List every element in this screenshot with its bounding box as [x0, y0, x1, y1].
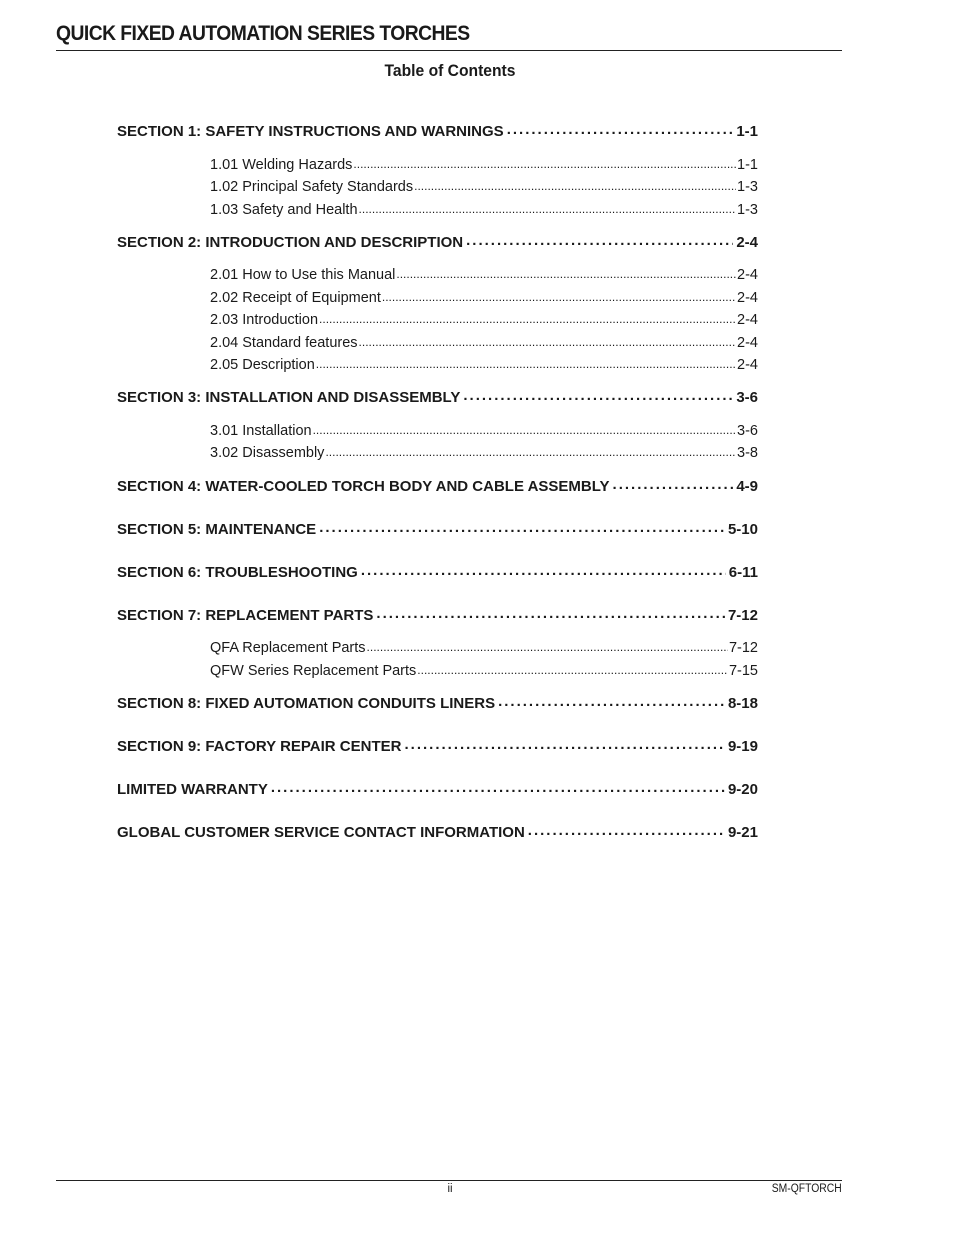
toc-entry-section-2[interactable]	[117, 232, 758, 251]
toc-entry-page: 6-11	[728, 564, 758, 581]
toc-entry-label: SECTION 5: MAINTENANCE	[117, 521, 317, 538]
toc-entry-page: 2-4	[737, 334, 758, 351]
dot-leader	[382, 287, 736, 302]
toc-entry-section-6[interactable]	[117, 562, 758, 581]
toc-entry-1-01[interactable]	[210, 154, 758, 173]
dot-leader	[319, 309, 736, 324]
toc-entry-2-02[interactable]	[210, 287, 758, 306]
toc-entry-section-7[interactable]	[117, 605, 758, 624]
toc-entry-label: 1.02 Principal Safety Standards	[210, 178, 414, 195]
toc-entry-label: QFA Replacement Parts	[210, 639, 366, 656]
toc-entry-section-5[interactable]	[117, 519, 758, 538]
toc-entry-section-3[interactable]	[117, 387, 758, 406]
toc-entry-global-service[interactable]	[117, 822, 758, 841]
toc-entry-label: 1.01 Welding Hazards	[210, 156, 353, 173]
dot-leader	[313, 420, 736, 435]
toc-entry-page: 2-4	[737, 356, 758, 373]
toc-entry-label: SECTION 8: FIXED AUTOMATION CONDUITS LINERS	[117, 695, 496, 712]
toc-entry-page: 3-8	[737, 444, 758, 461]
toc-entry-page: 9-20	[727, 781, 758, 798]
toc-entry-qfw-parts[interactable]	[210, 660, 758, 679]
dot-leader	[319, 519, 725, 534]
toc-entry-section-4[interactable]	[117, 476, 758, 495]
document-title: QUICK FIXED AUTOMATION SERIES TORCHES	[56, 22, 470, 45]
toc-entry-label: LIMITED WARRANTY	[117, 781, 268, 798]
toc-entry-1-02[interactable]	[210, 176, 758, 195]
toc-entry-3-02[interactable]	[210, 442, 758, 461]
dot-leader	[367, 637, 728, 652]
toc-entry-label: 2.03 Introduction	[210, 311, 319, 328]
toc-entry-page: 2-4	[737, 311, 758, 328]
toc-entry-label: 2.04 Standard features	[210, 334, 358, 351]
toc-entry-page: 2-4	[737, 266, 758, 283]
footer-divider	[56, 1180, 842, 1181]
toc-entry-section-1[interactable]	[117, 121, 758, 140]
header-divider	[56, 50, 842, 51]
dot-leader	[414, 176, 736, 191]
toc-entry-label: SECTION 2: INTRODUCTION AND DESCRIPTION	[117, 234, 464, 251]
toc-entry-label: SECTION 9: FACTORY REPAIR CENTER	[117, 738, 402, 755]
toc-entry-page: 1-3	[737, 201, 758, 218]
toc-entry-page: 1-1	[737, 156, 758, 173]
dot-leader	[271, 779, 725, 794]
toc-entry-page: 3-6	[737, 422, 758, 439]
page-number: ii	[447, 1183, 453, 1195]
toc-entry-page: 9-19	[727, 738, 758, 755]
toc-entry-label: SECTION 3: INSTALLATION AND DISASSEMBLY	[117, 389, 461, 406]
dot-leader	[353, 154, 736, 169]
toc-entry-page: 5-10	[727, 521, 758, 538]
toc-entry-page: 1-1	[736, 123, 758, 140]
toc-entry-qfa-parts[interactable]	[210, 637, 758, 656]
toc-entry-label: SECTION 1: SAFETY INSTRUCTIONS AND WARNINGS	[117, 123, 504, 140]
dot-leader	[463, 387, 733, 402]
toc-entry-label: 2.05 Description	[210, 356, 315, 373]
toc-entry-page: 9-21	[727, 824, 758, 841]
dot-leader	[325, 442, 736, 457]
toc-entry-label: 3.02 Disassembly	[210, 444, 325, 461]
toc-entry-page: 7-15	[728, 662, 758, 679]
dot-leader	[361, 562, 726, 577]
dot-leader	[498, 693, 725, 708]
toc-entry-1-03[interactable]	[210, 199, 758, 218]
toc-entry-label: QFW Series Replacement Parts	[210, 662, 417, 679]
document-code: SM-QFTORCH	[772, 1183, 842, 1195]
dot-leader	[613, 476, 734, 491]
toc-entry-page: 3-6	[736, 389, 758, 406]
dot-leader	[359, 199, 737, 214]
toc-entry-label: GLOBAL CUSTOMER SERVICE CONTACT INFORMATION	[117, 824, 525, 841]
toc-entry-2-03[interactable]	[210, 309, 758, 328]
dot-leader	[528, 822, 725, 837]
toc-entry-2-04[interactable]	[210, 332, 758, 351]
toc-heading: Table of Contents	[384, 61, 516, 80]
toc-entry-label: 2.01 How to Use this Manual	[210, 266, 396, 283]
toc-entry-page: 4-9	[736, 478, 758, 495]
toc-entry-3-01[interactable]	[210, 420, 758, 439]
toc-entry-label: 1.03 Safety and Health	[210, 201, 358, 218]
toc-entry-page: 1-3	[737, 178, 758, 195]
toc-entry-page: 8-18	[727, 695, 758, 712]
toc-entry-page: 2-4	[737, 289, 758, 306]
toc-entry-section-8[interactable]	[117, 693, 758, 712]
toc-entry-page: 7-12	[727, 607, 758, 624]
toc-entry-2-05[interactable]	[210, 354, 758, 373]
dot-leader	[417, 660, 728, 675]
toc-entry-page: 2-4	[736, 234, 758, 251]
toc-entry-label: SECTION 7: REPLACEMENT PARTS	[117, 607, 374, 624]
dot-leader	[396, 264, 736, 279]
toc-entry-section-9[interactable]	[117, 736, 758, 755]
dot-leader	[404, 736, 724, 751]
dot-leader	[316, 354, 736, 369]
toc-entry-limited-warranty[interactable]	[117, 779, 758, 798]
toc-entry-label: 3.01 Installation	[210, 422, 312, 439]
dot-leader	[359, 332, 737, 347]
toc-entry-2-01[interactable]	[210, 264, 758, 283]
toc-entry-label: 2.02 Receipt of Equipment	[210, 289, 381, 306]
dot-leader	[466, 232, 733, 247]
toc-entry-label: SECTION 4: WATER-COOLED TORCH BODY AND CABLE ASSEMBLY	[117, 478, 610, 495]
toc-entry-label: SECTION 6: TROUBLESHOOTING	[117, 564, 358, 581]
dot-leader	[507, 121, 734, 136]
toc-entry-page: 7-12	[728, 639, 758, 656]
dot-leader	[376, 605, 725, 620]
